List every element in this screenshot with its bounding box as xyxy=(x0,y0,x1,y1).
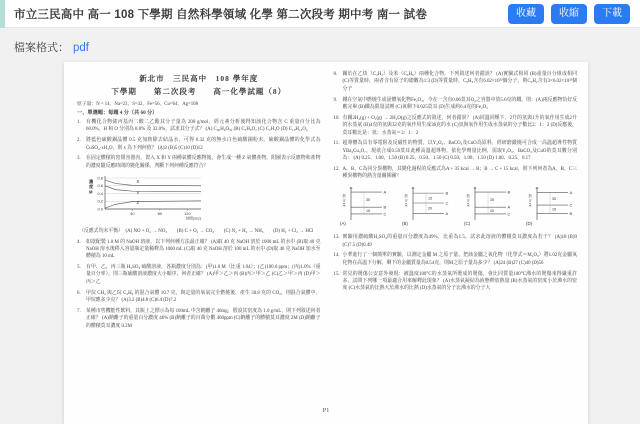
svg-text:0.6: 0.6 xyxy=(97,182,103,188)
question-text: 鐵在空氣中燃燒生成固體氧化物Fe₂O₃，今在一含有0.06莫耳O₂之容器中放5.6克的鐵，則：(A)兩反應物恰好反應完畢 (B)鐵為限量試劑 (C)氧剩下0.025莫耳 (D)生成約6.4克的Fe₂O₃ xyxy=(342,97,577,110)
question-number: 7. xyxy=(77,308,81,314)
right-column xyxy=(334,71,578,333)
doc-atomic-line: 原子量：N = 14、Na=23、S=32、Fe=56、Cu=64、Ag=108 xyxy=(77,102,198,107)
doc-school-line: 新北市 三民高中 108 學年度 xyxy=(139,74,259,83)
question-number: 12. xyxy=(333,166,340,172)
svg-text:35: 35 xyxy=(365,198,370,203)
svg-text:15: 15 xyxy=(551,207,556,212)
question-text: 小華進行了一個簡單的實驗，以測定金屬 M 之原子量。把該金屬之氧化物（化學式＝M₂O₃）將1.02克金屬氧化物在高溫下分解，剩下的金屬質量為0.54克，則M之原子量為多少？ (A)24 (B)27 (C)40 (D)56 xyxy=(342,253,577,266)
question-text: 常見的燙傷公安意外發現：被溫度100°C的水蒸氣所燙成的燙傷，會比同質量100°C沸水的燙傷來得嚴重許多。試問下列哪一項最適合用來解釋此現象？ (A)水蒸氣凝結為液態釋放熱量 (B)水蒸氣的密度小於沸水的密度 (C)水蒸氣的比熱大於沸水的比熱 (D)水蒸氣的分子比沸水的分子大 xyxy=(342,271,577,292)
question-number: 3. xyxy=(77,156,81,162)
page-title: 市立三民高中 高一 108 下學期 自然科學領域 化學 第二次段考 期中考 南一 試卷 xyxy=(14,8,428,21)
svg-text:含: 含 xyxy=(528,198,532,203)
svg-text:度: 度 xyxy=(89,183,94,189)
question-text: 有甲、乙、丙三瓶 H₂SO₄ 硫酸溶液，各瓶濃度分別為：(甲)1.0 M（比重 1.04）；(乙)100.0 ppm；(丙)1.0%（重量百分率）。則三瓶硫酸溶液濃度大小順序，何者正確？ (A)甲＞乙＞丙 (B)丙＞甲＞乙 (C)乙＞甲＞丙 (D)甲＞丙＞乙 xyxy=(86,265,321,285)
svg-text:0.2: 0.2 xyxy=(97,198,103,204)
svg-text:35: 35 xyxy=(489,198,494,203)
q12-diagram-B xyxy=(402,184,458,231)
question-item xyxy=(334,234,578,249)
question-item xyxy=(334,97,578,112)
svg-text:20: 20 xyxy=(489,209,494,214)
q12-diagram-A xyxy=(340,184,396,231)
svg-text:A: A xyxy=(507,204,510,210)
q3-options: （反應式均未平衡） (A) NO + O₂ → NO₂ (B) C + O₂ → CO₂ (C) N₂ + H₂ → NH₃ (D) H₂ + Cl₂ → HCl xyxy=(79,228,314,234)
question-number: 4. xyxy=(77,239,81,245)
svg-text:80: 80 xyxy=(157,210,163,216)
svg-text:含: 含 xyxy=(404,198,408,203)
svg-text:含: 含 xyxy=(342,198,346,203)
svg-text:(C): (C) xyxy=(463,221,470,227)
file-format-label: 檔案格式： xyxy=(14,42,69,54)
pdf-link[interactable]: pdf xyxy=(73,42,89,54)
question-item xyxy=(334,166,578,181)
svg-text:C: C xyxy=(445,200,448,206)
question-text: 有機化合物烯丙基丙二酸二乙酯其分子量為 200 g/mol，經元素分析後得知該化合物含 C 重量百分比為 60.0%，H 和 O 分別為 8.0% 及 32.0%，試求其分子式？ (A) C₆₀H₈O₃₂ (B) C₅H₈O₂ (C) C₂H₄O (D) C₁₀H₁₆O₄ xyxy=(86,120,321,133)
svg-text:M: M xyxy=(89,189,93,195)
svg-text:時間(sec): 時間(sec) xyxy=(185,216,201,221)
svg-text:(D): (D) xyxy=(525,221,532,227)
question-number: 13. xyxy=(333,235,340,241)
svg-text:量: 量 xyxy=(342,203,346,208)
question-number: 10. xyxy=(333,115,340,121)
question-text: 關於在乙炔（C₂H₂）及苯（C₆H₆）兩種化合物，下列敘述何者錯誤？ (A)實驗式相同 (B)重量百分組成相同 (C)等質量時，兩者含有原子的總數為1:3 (D)等質量時，C₆H₆含有6.02×10²³個分子，則C₂H₂含有3×6.02×10²³個分子 xyxy=(342,72,577,92)
svg-text:0.0: 0.0 xyxy=(97,206,103,212)
svg-text:量: 量 xyxy=(466,203,470,208)
q3-chart-svg xyxy=(87,174,209,222)
svg-text:Y: Y xyxy=(136,189,140,195)
question-item xyxy=(77,137,321,152)
svg-text:A: A xyxy=(445,210,448,216)
svg-text:(A): (A) xyxy=(339,221,346,227)
question-text: 實驗用濃硫酸H₂SO₄的重量百分濃度為49%，比重為1.5。試求此溶液的體積莫耳濃度為若干？ (A)18 (B)9 (C)7.5 (D)0.49 xyxy=(342,235,577,248)
svg-text:B: B xyxy=(445,190,448,196)
question-text: A、B、C為同分異構物，其變化過程的反應式為A + 35 kcal → B；B → C + 15 kcal，則下列何者為A、B、C三種異構物的熱含量關係圖？ xyxy=(342,166,577,180)
question-item xyxy=(334,71,578,93)
question-text: 某種市售機能性飲料，其瓶上之標示為每 100mL 中含鈉離子 46mg，假設其密度為 1.0 g/mL，則下列敘述何者正確？ (A)鈉離子的重量百分濃度 46% (B)鈉離子的百萬分數 460ppm (C)鈉離子的體積莫耳濃度 2M (D)鈉離子的體積莫耳濃度 0.2M xyxy=(86,308,321,329)
question-text: 將藍色硫酸銅晶體 0.5 克加熱除去結晶水，可得 0.32 克的無水白色硫酸銅粉末。硫酸銅晶體的化學式為 CuSO₄·xH₂O，則 x 為下列何值？ (A)2 (B)5 (C)10 (D)12 xyxy=(86,138,321,151)
questions-8-12 xyxy=(334,71,578,181)
svg-text:熱: 熱 xyxy=(342,194,346,199)
question-number: 15. xyxy=(333,271,340,277)
collapse-button[interactable]: 收縮 xyxy=(551,4,587,24)
svg-text:熱: 熱 xyxy=(404,194,408,199)
question-text: 如欲配製 1.0 M 的 NaOH 溶液，以下列何種方法最正確？ (A)取 40 克 NaOH 溶於 1000 mL 的水中 (B)取 40 克 NaOH 溶水後移入容量瓶定量稀釋為 1000 mL (C)取 40 克 NaOH 溶於 100 mL 的水中 (D)取 40 克 NaOH 加水至體積為 10 mL xyxy=(86,239,321,260)
question-number: 8. xyxy=(333,72,338,77)
svg-text:熱: 熱 xyxy=(528,194,532,199)
doc-exam-line: 下學期 第二次段考 高一化學試題（8） xyxy=(111,87,287,96)
question-text: 有關2H₂(g) + O₂(g) → 2H₂O(g)之反應式的敘述，何者錯誤？ (A)同溫同壓下，2升的氫與1升的氧作用生成2升的水蒸氣 (B)4克的氫與32克的氧作用生成36克的水 (C)氫與氧作用生成水蒸氣的分子數比2：1：2 (D)反應後，莫耳數比是：氫：水蒸氣＝2：1：2 xyxy=(342,115,577,136)
svg-text:濃: 濃 xyxy=(89,178,94,184)
question-number: 14. xyxy=(333,253,340,259)
download-button[interactable]: 下載 xyxy=(594,4,630,24)
q12-diagram-C xyxy=(464,184,520,231)
svg-text:A: A xyxy=(383,189,386,195)
svg-text:熱: 熱 xyxy=(466,194,470,199)
question-item xyxy=(334,115,578,137)
svg-text:C: C xyxy=(569,202,572,208)
question-item xyxy=(77,239,321,261)
svg-text:量: 量 xyxy=(404,203,408,208)
page-columns xyxy=(64,62,588,337)
question-item xyxy=(77,119,321,134)
svg-text:B: B xyxy=(507,189,510,195)
question-text: 在固定體積的密閉容器內，置入 X 和 Y 兩種氣體反應物後，會生成一種 Z 氣體產物。附圖表示反應物和產物的濃度隨反應時間的變化關係，判斷下列何種反應符合？ xyxy=(86,156,321,169)
svg-text:含: 含 xyxy=(466,198,470,203)
file-format-row xyxy=(14,39,89,55)
question-item xyxy=(334,252,578,267)
page-number: P1 xyxy=(322,407,330,414)
q12-diagram-D xyxy=(526,184,582,231)
svg-text:20: 20 xyxy=(427,206,432,211)
svg-text:0.8: 0.8 xyxy=(97,175,103,181)
question-number: 6. xyxy=(77,290,81,296)
question-item xyxy=(77,155,321,170)
question-number: 11. xyxy=(333,141,340,147)
question-number: 5. xyxy=(77,265,81,271)
header-actions xyxy=(508,4,630,24)
question-item xyxy=(77,290,321,305)
question-number: 1. xyxy=(77,120,81,125)
svg-text:量: 量 xyxy=(528,203,532,208)
pdf-page-preview[interactable] xyxy=(64,62,588,424)
q3-chart xyxy=(87,174,321,227)
svg-text:35: 35 xyxy=(551,197,556,202)
questions-13-15 xyxy=(334,234,578,293)
question-item xyxy=(77,264,321,286)
svg-text:120: 120 xyxy=(183,210,191,216)
svg-text:A: A xyxy=(569,190,572,196)
svg-text:40: 40 xyxy=(130,210,135,216)
svg-text:X: X xyxy=(136,178,140,184)
question-item xyxy=(334,140,578,162)
q12-diagrams xyxy=(340,184,578,231)
left-column xyxy=(77,71,321,333)
svg-text:15: 15 xyxy=(365,209,370,214)
title-accent-bar xyxy=(0,0,5,28)
svg-text:B: B xyxy=(569,210,572,216)
question-item xyxy=(77,308,321,330)
svg-text:0.4: 0.4 xyxy=(97,190,103,196)
svg-text:C: C xyxy=(507,211,510,217)
question-text: 超導體為具有零電阻及反磁性的物質，以Y₂O₃、BaCO₃及CuO為原料，經研磨鍛燒可合成一高溫超導性物質YBa₂Cu₃O₇。現欲合成0.50莫耳此種高溫超導物，依化學劑量比例，需取Y₂O₃、BaCO₃及CuO的莫耳數分別為： (A) 0.25、1.00、1.50 (B) 0.25、0.50、1.50 (C) 0.50、1.00、1.50 (D) 1.00、0.25、0.17 xyxy=(342,141,577,162)
title-bar xyxy=(0,0,640,28)
questions-1-3 xyxy=(77,119,321,170)
question-item xyxy=(334,271,578,293)
question-number: 9. xyxy=(333,97,338,103)
svg-text:15: 15 xyxy=(427,196,432,201)
question-text: 甲烷 CH₄ 與乙烷 C₂H₆ 的混合氣體 10.7 克，與定量的氧氣完全燃燒後，產生 30.8 克的 CO₂，則混合氣體中，甲烷應多少克？ (A)3.2 (B)4.8 (C)6.4 (D)7.2 xyxy=(86,290,321,304)
svg-text:C: C xyxy=(383,211,386,217)
svg-text:(B): (B) xyxy=(401,221,408,227)
doc-section-line: 一、單選題：每題 4 分（共 60 分） xyxy=(77,110,158,116)
favorite-button[interactable]: 收藏 xyxy=(508,4,544,24)
question-number: 2. xyxy=(77,138,81,144)
svg-text:Z: Z xyxy=(136,199,140,205)
svg-text:B: B xyxy=(383,204,386,210)
questions-4-7 xyxy=(77,239,321,330)
